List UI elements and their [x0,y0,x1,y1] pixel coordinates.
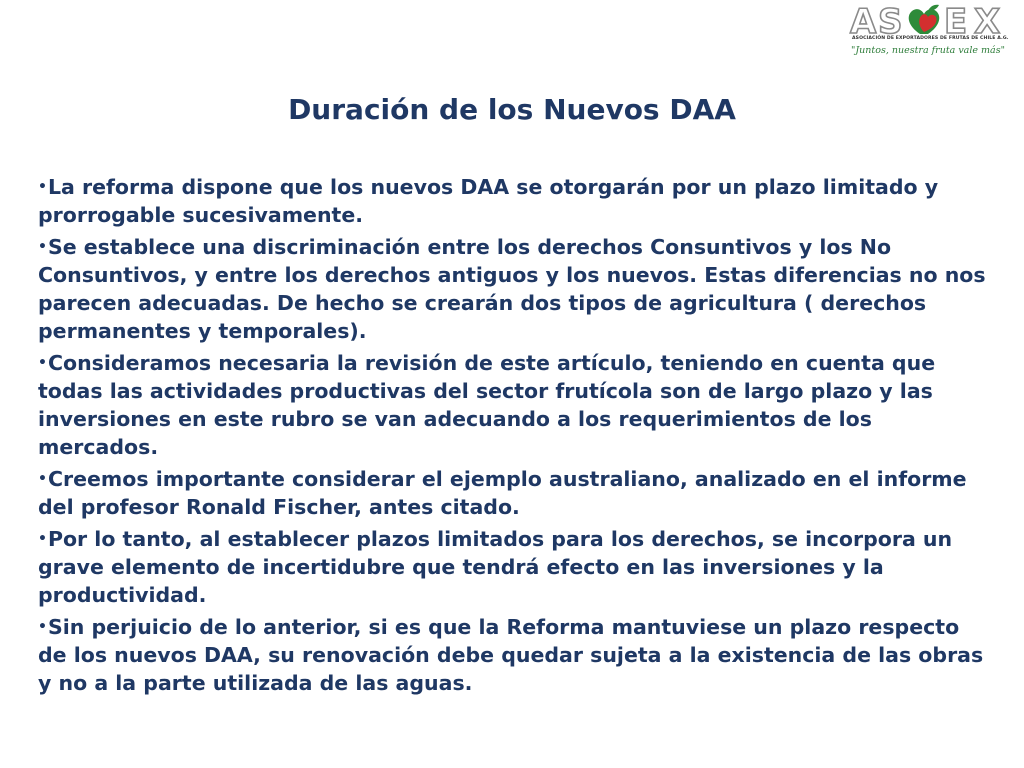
bullet-text: Consideramos necesaria la revisión de este artículo, teniendo en cuenta que todas las actividades productivas del sector frutícola son de largo plazo y las inversiones en este rubro se van adecuando a los requerimientos de los mercados. [38,351,936,459]
bullet-text: La reforma dispone que los nuevos DAA se otorgarán por un plazo limitado y prorrogable sucesivamente. [38,175,939,227]
svg-text:A: A [850,2,877,38]
bullet-marker: • [38,471,47,487]
bullet-marker: • [38,179,47,195]
bullet-item [38,349,994,461]
bullet-item [38,613,994,697]
svg-text:S: S [878,2,903,38]
fruit-emblem-icon [909,5,940,34]
logo-tagline: "Juntos, nuestra fruta vale más" [851,45,1005,56]
bullet-marker: • [38,531,47,547]
bullet-item [38,233,994,345]
bullet-list [38,173,994,701]
bullet-text: Por lo tanto, al establecer plazos limitados para los derechos, se incorpora un grave elemento de incertidubre que tendrá efecto en las inversiones y la productividad. [38,527,953,607]
logo-subtitle: ASOCIACIÓN DE EXPORTADORES DE FRUTAS DE CHILE A.G. [852,36,1009,41]
svg-text:E: E [944,2,968,38]
bullet-text: Se establece una discriminación entre los derechos Consuntivos y los No Consuntivos, y entre los derechos antiguos y los nuevos. Estas diferencias no nos parecen adecuadas. De hecho se crearán dos tipos de agricultura ( derechos permanentes y temporales). [38,235,986,343]
slide-title: Duración de los Nuevos DAA [288,93,736,126]
bullet-marker: • [38,239,47,255]
asoex-wordmark [848,2,1016,38]
bullet-marker: • [38,355,47,371]
bullet-marker: • [38,619,47,635]
bullet-text: Creemos importante considerar el ejemplo australiano, analizado en el informe del profesor Ronald Fischer, antes citado. [38,467,967,519]
svg-text:X: X [974,2,1001,38]
bullet-item [38,173,994,229]
bullet-item [38,525,994,609]
bullet-text: Sin perjuicio de lo anterior, si es que la Reforma mantuviese un plazo respecto de los nuevos DAA, su renovación debe quedar sujeta a la existencia de las obras y no a la parte utilizada de las aguas. [38,615,984,695]
asoex-logo [848,2,1016,60]
bullet-item [38,465,994,521]
